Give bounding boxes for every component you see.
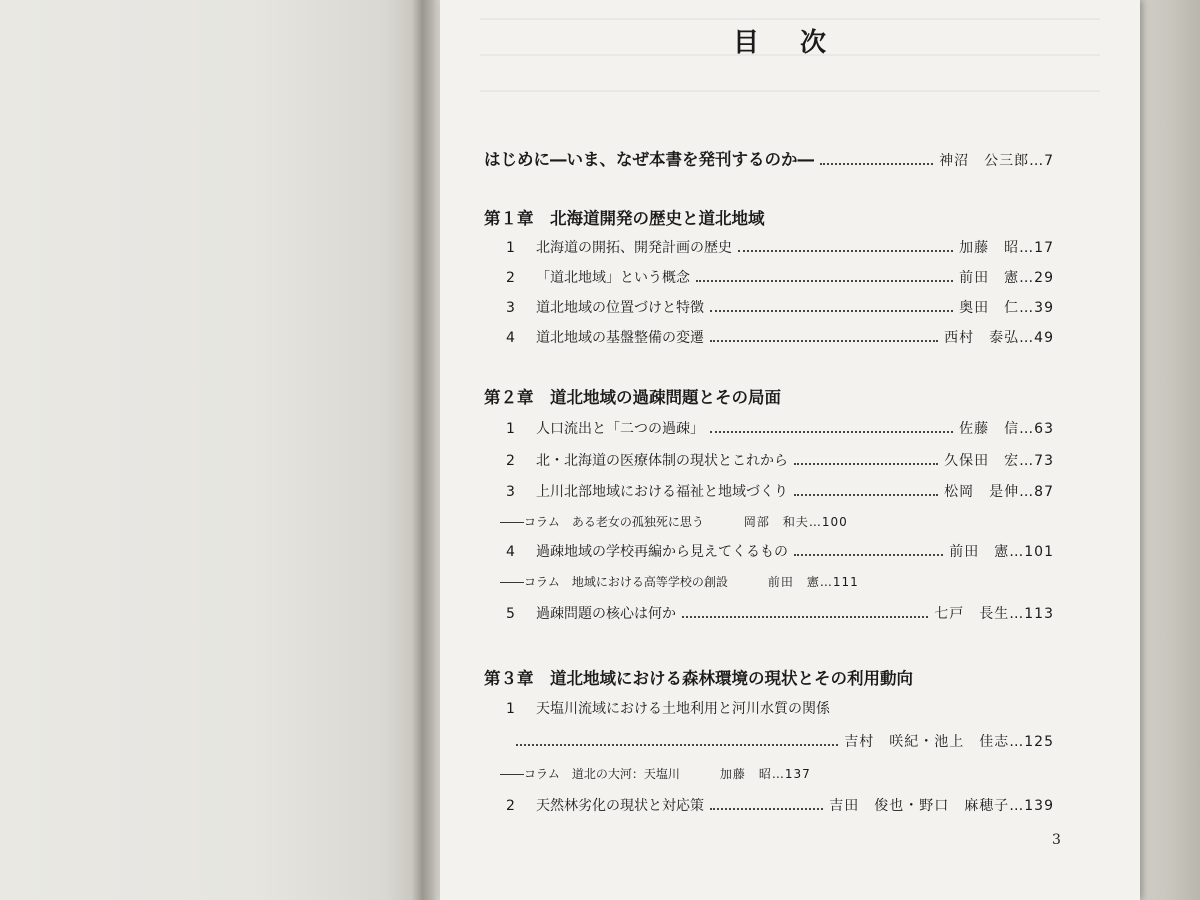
toc-entry <box>506 698 830 718</box>
page-number: 3 <box>1052 832 1061 848</box>
section-number: 3 <box>506 300 515 316</box>
section-author: 加藤 昭…17 <box>959 240 1054 256</box>
section-author: 西村 泰弘…49 <box>944 330 1054 346</box>
column-title: ――コラム 地域における高等学校の創設 <box>500 575 728 589</box>
toc-entry <box>506 297 1054 317</box>
section-title: 道北地域の位置づけと特徴 <box>536 300 704 316</box>
column-entry <box>500 513 848 530</box>
section-number: 1 <box>506 421 515 437</box>
section-author: 佐藤 信…63 <box>959 421 1054 437</box>
section-author: 吉田 俊也・野口 麻穂子…139 <box>829 798 1054 814</box>
leader-dots <box>516 744 838 746</box>
toc-entry <box>506 795 1054 815</box>
leader-dots <box>820 163 933 165</box>
section-number: 1 <box>506 240 515 256</box>
section-title: 北海道の開拓、開発計画の歴史 <box>536 240 732 256</box>
leader-dots <box>710 808 823 810</box>
section-author: 前田 憲…29 <box>959 270 1054 286</box>
toc-title: 目 次 <box>733 28 843 58</box>
chapter-heading <box>484 665 913 689</box>
leader-dots <box>710 340 938 342</box>
leader-dots <box>696 280 953 282</box>
section-title: 天然林劣化の現状と対応策 <box>536 798 704 814</box>
section-title: 北・北海道の医療体制の現状とこれから <box>536 453 788 469</box>
section-number: 2 <box>506 798 515 814</box>
section-author: 久保田 宏…73 <box>944 453 1054 469</box>
section-title: 道北地域の基盤整備の変遷 <box>536 330 704 346</box>
column-author: 加藤 昭…137 <box>719 767 811 781</box>
section-title: 「道北地域」という概念 <box>536 270 690 286</box>
leader-dots <box>710 431 953 433</box>
intro-author: 神沼 公三郎…7 <box>939 153 1054 169</box>
toc-entry-continued <box>510 731 1054 751</box>
leader-dots <box>794 554 943 556</box>
toc-entry <box>506 237 1054 257</box>
toc-entry <box>506 327 1054 347</box>
leader-dots <box>738 250 953 252</box>
chapter-heading <box>484 205 765 229</box>
left-page <box>0 0 420 900</box>
column-title: ――コラム 道北の大河：天塩川 <box>500 767 680 781</box>
leader-dots <box>794 494 938 496</box>
section-title: 天塩川流域における土地利用と河川水質の関係 <box>536 701 830 717</box>
toc-entry <box>506 418 1054 438</box>
section-title: 過疎問題の核心は何か <box>536 606 676 622</box>
section-number: 2 <box>506 453 515 469</box>
section-author: 七戸 長生…113 <box>934 606 1054 622</box>
section-author: 吉村 咲紀・池上 佳志…125 <box>844 734 1054 750</box>
section-number: 1 <box>506 701 515 717</box>
section-number: 2 <box>506 270 515 286</box>
intro-entry <box>484 146 1054 170</box>
right-page <box>440 0 1140 900</box>
section-title: 過疎地域の学校再編から見えてくるもの <box>536 544 788 560</box>
intro-title: はじめに―いま、なぜ本書を発刊するのか― <box>484 150 814 169</box>
toc-entry <box>506 450 1054 470</box>
toc-entry <box>506 603 1054 623</box>
column-author: 前田 憲…111 <box>767 575 859 589</box>
section-author: 奥田 仁…39 <box>959 300 1054 316</box>
leader-dots <box>794 463 938 465</box>
section-author: 前田 憲…101 <box>949 544 1054 560</box>
toc-entry <box>506 481 1054 501</box>
chapter-title: 第２章 道北地域の過疎問題とその局面 <box>484 388 781 407</box>
section-author: 松岡 是伸…87 <box>944 484 1054 500</box>
section-number: 4 <box>506 330 515 346</box>
book-gutter <box>412 0 442 900</box>
section-title: 人口流出と「二つの過疎」 <box>536 421 704 437</box>
chapter-title: 第１章 北海道開発の歴史と道北地域 <box>484 209 765 228</box>
chapter-heading <box>484 384 781 408</box>
section-title: 上川北部地域における福祉と地域づくり <box>536 484 788 500</box>
column-entry <box>500 765 811 782</box>
leader-dots <box>682 616 928 618</box>
section-number: 4 <box>506 544 515 560</box>
toc-entry <box>506 267 1054 287</box>
column-entry <box>500 573 859 590</box>
section-number: 5 <box>506 606 515 622</box>
column-title: ――コラム ある老女の孤独死に思う <box>500 515 704 529</box>
toc-entry <box>506 541 1054 561</box>
section-number: 3 <box>506 484 515 500</box>
leader-dots <box>710 310 953 312</box>
chapter-title: 第３章 道北地域における森林環境の現状とその利用動向 <box>484 669 913 688</box>
column-author: 岡部 和夫…100 <box>743 515 848 529</box>
